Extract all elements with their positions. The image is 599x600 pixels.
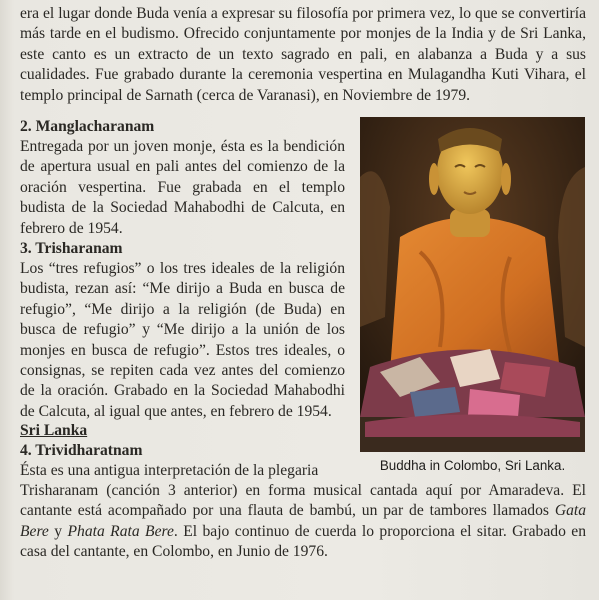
buddha-photo — [360, 117, 585, 452]
intro-paragraph: era el lugar donde Buda venía a expresar su filosofía por primera vez, lo que se convertiría más tarde en el budismo. Ofrecido conjuntamente por monjes de la India y de Sri Lanka, este canto es un extracto de un texto sagrado en pali, en alabanza a Buda y a sus cualidades. Fue grabado durante la ceremonia vespertina en Mulagandha Kuti Vihara, el templo principal de Sarnath (cerca de Varanasi), en Noviembre de 1979. — [20, 5, 586, 104]
instrument-phata-rata-bere: Phata Rata Bere — [67, 522, 174, 540]
section-body-trividharatnam-first-line: Ésta es una antigua interpretación de la plegaria — [20, 462, 319, 479]
trividharatnam-text-a: Trisharanam (canción 3 anterior) en forma musical cantada aquí por Amaradeva. El cantante está acompañado por una flauta de bambú, un par de tambores llamados — [20, 482, 586, 520]
section-body-trividharatnam — [20, 481, 586, 563]
section-body-trisharanam: Los “tres refugios” o los tres ideales de la religión budista, rezan así: “Me dirijo a Buda en busca de refugio”, “Me dirijo a la religión (de Buda) en busca de refugio” y “Me dirijo a la unión de los monjes en busca de refugio”. Estos tres ideales, o consignas, se repiten cada vez antes del comienzo de la oración. Grabado en la Sociedad Mahabodhi de Calcuta, al igual que antes, en febrero de 1954. — [20, 260, 345, 420]
trividharatnam-text-y: y — [48, 522, 68, 540]
region-heading-sri-lanka: Sri Lanka — [20, 422, 88, 439]
section-heading-trividharatnam: 4. Trividharatnam — [20, 442, 143, 459]
trividharatnam-text-b: . El bajo continuo de cuerda lo proporciona el sitar. Grabado en casa del cantante, en Colombo, en Junio de 1976. — [20, 522, 586, 561]
photo-caption: Buddha in Colombo, Sri Lanka. — [379, 458, 566, 473]
section-heading-manglacharanam: 2. Manglacharanam — [20, 118, 155, 135]
section-body-manglacharanam: Entregada por un joven monje, ésta es la bendición de apertura usual en pali antes del comienzo de la oración vespertina. Fue grabada en el templo budista de la Sociedad Mahabodhi de Calcuta, en febrero de 1954. — [20, 138, 345, 237]
buddha-statue-image — [360, 117, 585, 452]
section-heading-trisharanam: 3. Trisharanam — [20, 240, 123, 257]
instrument-gata-bere: Gata Bere — [20, 502, 586, 540]
